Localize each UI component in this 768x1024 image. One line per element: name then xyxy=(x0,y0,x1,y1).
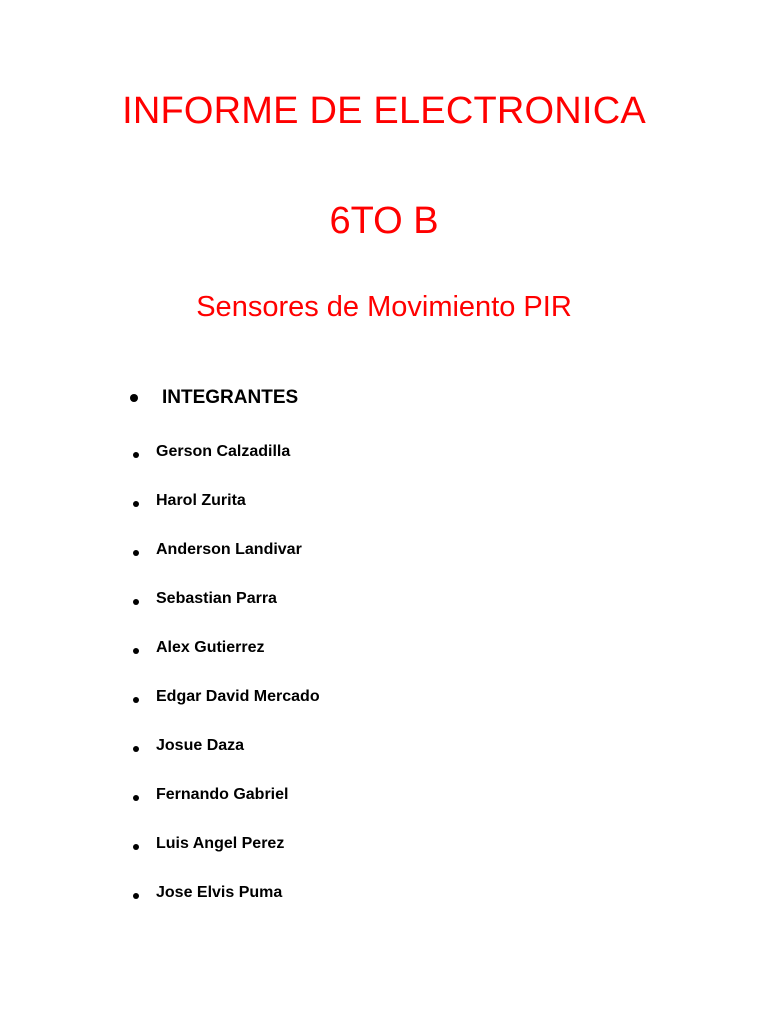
list-item xyxy=(133,688,320,737)
bullet-icon xyxy=(133,893,139,899)
member-name: Fernando Gabriel xyxy=(156,786,289,803)
member-name: Harol Zurita xyxy=(156,492,246,509)
bullet-icon xyxy=(133,501,139,507)
bullet-icon xyxy=(133,795,139,801)
list-item xyxy=(133,786,320,835)
bullet-icon xyxy=(133,844,139,850)
member-name: Gerson Calzadilla xyxy=(156,443,291,460)
bullet-icon xyxy=(133,697,139,703)
list-item xyxy=(133,835,320,884)
member-name: Sebastian Parra xyxy=(156,590,277,607)
member-name: Luis Angel Perez xyxy=(156,835,285,852)
list-item xyxy=(133,590,320,639)
member-name: Alex Gutierrez xyxy=(156,639,265,656)
list-item xyxy=(133,737,320,786)
bullet-icon xyxy=(130,394,138,402)
list-item xyxy=(133,492,320,541)
bullet-icon xyxy=(133,452,139,458)
bullet-icon xyxy=(133,550,139,556)
list-item xyxy=(133,443,320,492)
integrantes-heading xyxy=(130,384,298,412)
list-item xyxy=(133,884,320,933)
subject-title: Sensores de Movimiento PIR xyxy=(196,291,572,323)
member-name: Anderson Landivar xyxy=(156,541,302,558)
member-name: Josue Daza xyxy=(156,737,245,754)
bullet-icon xyxy=(133,746,139,752)
course-label: 6TO B xyxy=(329,200,439,242)
section-heading-label: INTEGRANTES xyxy=(162,387,299,408)
bullet-icon xyxy=(133,599,139,605)
member-name: Jose Elvis Puma xyxy=(156,884,283,901)
bullet-icon xyxy=(133,648,139,654)
list-item xyxy=(133,541,320,590)
document-title: INFORME DE ELECTRONICA xyxy=(122,90,646,132)
member-list xyxy=(133,443,320,933)
list-item xyxy=(133,639,320,688)
member-name: Edgar David Mercado xyxy=(156,688,320,705)
